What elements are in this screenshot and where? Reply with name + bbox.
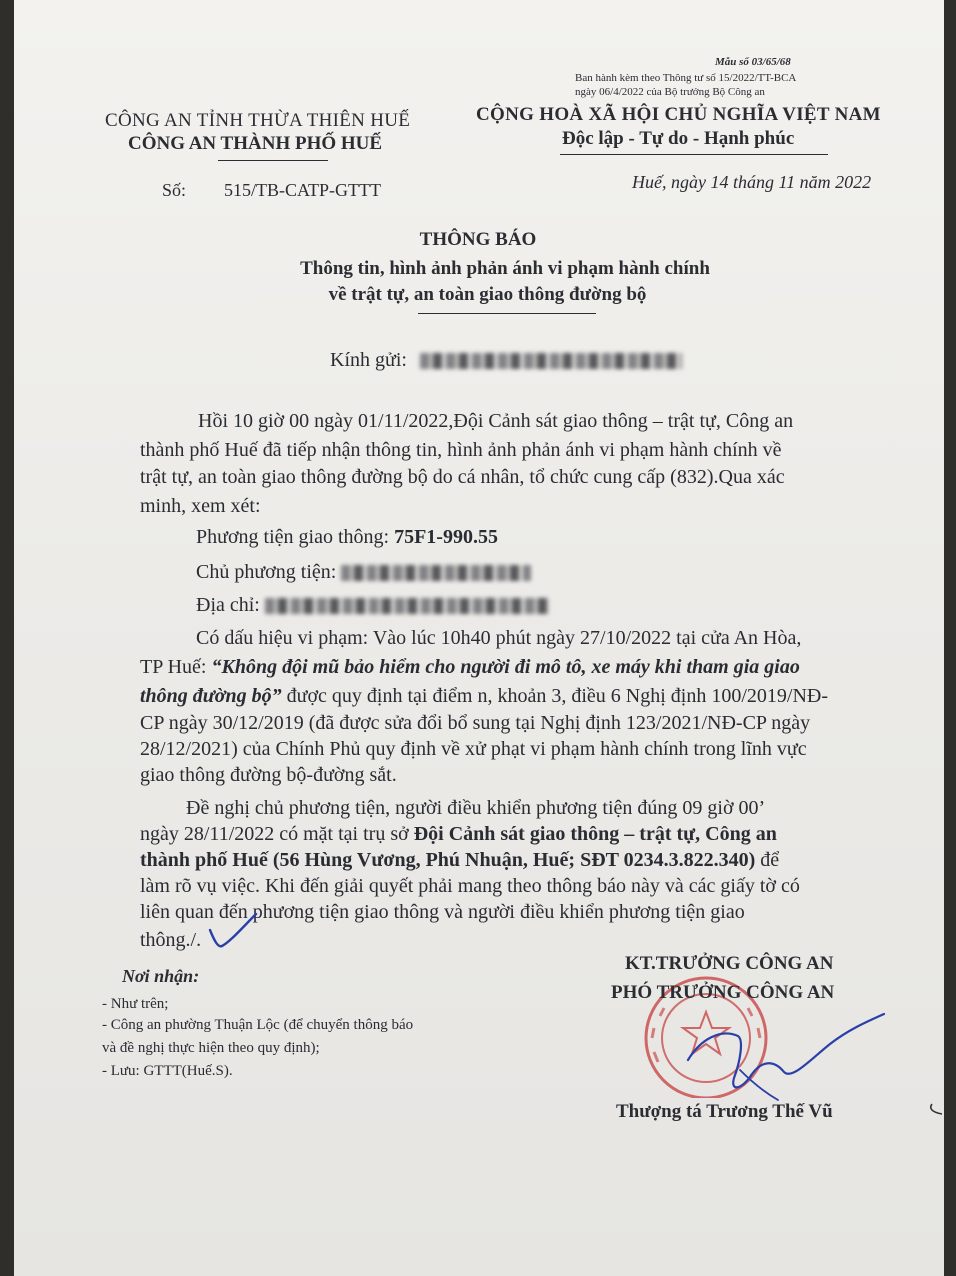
document-title: THÔNG BÁO [419, 229, 537, 250]
national-motto: Độc lập - Tự do - Hạnh phúc [562, 128, 795, 149]
redacted-owner-name [341, 565, 531, 581]
violation-text: “Không đội mũ bảo hiểm cho người đi mô tô, xe máy khi tham gia giao [211, 656, 800, 678]
motto-underline [560, 154, 828, 155]
document-number [162, 180, 381, 201]
recipient-2-line1: - Công an phường Thuận Lộc (để chuyển thông báo [102, 1017, 414, 1033]
paragraph2-line3 [140, 685, 828, 708]
owner-label: Chủ phương tiện: [196, 561, 342, 583]
document-number-label: Số: [162, 180, 187, 200]
paragraph1-line2: thành phố Huế đã tiếp nhận thông tin, hình ảnh phản ánh vi phạm hành chính về [140, 439, 782, 461]
address-label: Địa chỉ: [196, 594, 265, 616]
paragraph1-line1: Hồi 10 giờ 00 ngày 01/11/2022,Đội Cảnh sát giao thông – trật tự, Công an [198, 410, 794, 432]
redacted-recipient-name [420, 353, 682, 369]
paragraph3-line6: thông./. [140, 929, 202, 951]
agency-parent: CÔNG AN TỈNH THỪA THIÊN HUẾ [105, 110, 411, 131]
redacted-address [265, 598, 550, 614]
pen-checkmark-icon [200, 908, 260, 956]
form-number: Mẫu số 03/65/68 [715, 56, 791, 68]
paragraph3-line2 [140, 823, 777, 846]
paragraph2-line6: giao thông đường bộ-đường sắt. [140, 764, 397, 786]
paragraph3-line1: Đề nghị chủ phương tiện, người điều khiển phương tiện đúng 09 giờ 00’ [186, 797, 766, 819]
paragraph1-line4: minh, xem xét: [140, 495, 261, 517]
document-subtitle-line1: Thông tin, hình ảnh phản ánh vi phạm hành chính [300, 258, 710, 279]
form-reference-line1: Ban hành kèm theo Thông tư số 15/2022/TT-BCA [575, 72, 797, 84]
agency-underline [218, 160, 328, 161]
paragraph2-line5: 28/12/2021) của Chính Phủ quy định về xử phạt vi phạm hành chính trong lĩnh vực [140, 738, 807, 760]
paragraph3-line4: làm rõ vụ việc. Khi đến giải quyết phải mang theo thông báo này và các giấy tờ có [140, 875, 800, 897]
document-number-value: 515/TB-CATP-GTTT [224, 180, 382, 200]
date-line: Huế, ngày 14 tháng 11 năm 2022 [632, 172, 872, 192]
signature-title-line1: KT.TRƯỞNG CÔNG AN [625, 953, 834, 974]
pen-mark-icon [926, 1100, 950, 1120]
address-line [196, 594, 550, 617]
paragraph3-line5: liên quan đến phương tiện giao thông và người điều khiển phương tiện giao [140, 901, 745, 923]
vehicle-plate: 75F1-990.55 [394, 526, 498, 548]
recipient-1: - Như trên; [102, 996, 169, 1012]
location-label: TP Huế: [140, 656, 212, 678]
office-name: Đội Cảnh sát giao thông – trật tự, Công an [413, 823, 777, 845]
salutation [330, 349, 682, 372]
paragraph1-line3: trật tự, an toàn giao thông đường bộ do cá nhân, tổ chức cung cấp (832).Qua xác [140, 466, 785, 488]
legal-basis: được quy định tại điểm n, khoản 3, điều 6 Nghị định 100/2019/NĐ- [281, 685, 828, 707]
office-address: thành phố Huế (56 Hùng Vương, Phú Nhuận, Huế; SĐT 0234.3.822.340) [140, 849, 756, 871]
violation-text-end: thông đường bộ” [140, 685, 282, 707]
appointment-date: ngày 28/11/2022 có mặt tại trụ sở [140, 823, 414, 845]
subtitle-underline [418, 313, 596, 314]
document-subtitle-line2: về trật tự, an toàn giao thông đường bộ [328, 284, 647, 305]
handwritten-signature-icon [680, 1000, 890, 1110]
paragraph3-line3 [140, 849, 779, 872]
owner-line [196, 561, 531, 584]
national-title: CỘNG HOÀ XÃ HỘI CHỦ NGHĨA VIỆT NAM [476, 104, 881, 125]
agency-name: CÔNG AN THÀNH PHỐ HUẾ [128, 133, 383, 154]
form-reference-line2: ngày 06/4/2022 của Bộ trưởng Bộ Công an [575, 86, 765, 98]
vehicle-line [196, 526, 498, 549]
recipients-title: Nơi nhận: [122, 966, 200, 986]
paragraph2-line4: CP ngày 30/12/2019 (đã được sửa đổi bổ sung tại Nghị định 123/2021/NĐ-CP ngày [140, 712, 811, 734]
recipient-2-line2: và đề nghị thực hiện theo quy định); [102, 1040, 320, 1056]
office-address-tail: để [755, 849, 780, 871]
recipient-3: - Lưu: GTTT(Huế.S). [102, 1063, 233, 1079]
paragraph2-line1: Có dấu hiệu vi phạm: Vào lúc 10h40 phút ngày 27/10/2022 tại cửa An Hòa, [196, 627, 802, 649]
paragraph2-line2 [140, 656, 800, 679]
vehicle-label: Phương tiện giao thông: [196, 526, 395, 548]
salutation-label: Kính gửi: [330, 349, 407, 371]
signer-name: Thượng tá Trương Thế Vũ [616, 1101, 833, 1122]
signature-title-line2: PHÓ TRƯỞNG CÔNG AN [611, 982, 835, 1003]
